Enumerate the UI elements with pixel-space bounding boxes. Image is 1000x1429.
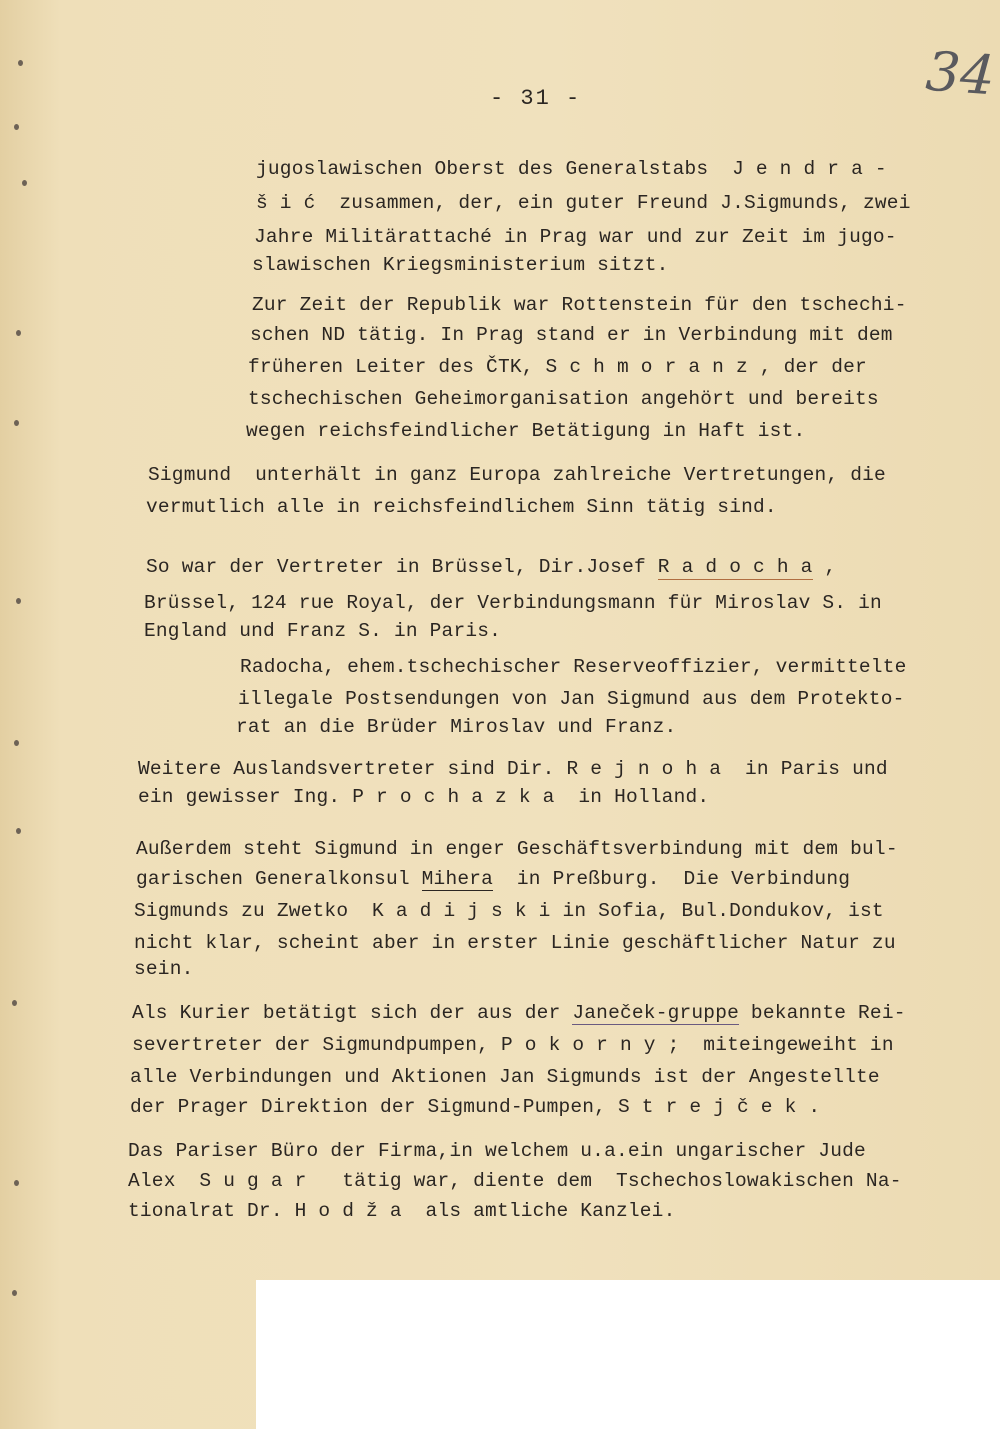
- text-line: Das Pariser Büro der Firma,in welchem u.a.ein ungarischer Jude: [128, 1140, 866, 1162]
- text-line: Radocha, ehem.tschechischer Reserveoffizier, vermittelte: [240, 656, 907, 678]
- text-line: alle Verbindungen und Aktionen Jan Sigmunds ist der Angestellte: [130, 1066, 880, 1088]
- text-line: vermutlich alle in reichsfeindlichem Sinn tätig sind.: [146, 496, 777, 518]
- text-line: Zur Zeit der Republik war Rottenstein für den tschechi-: [252, 294, 907, 316]
- underlined-name: Mihera: [421, 868, 494, 890]
- archive-folio-number: 34: [923, 39, 997, 108]
- text-segment: garischen Generalkonsul: [136, 868, 422, 890]
- text-line: Jahre Militärattaché in Prag war und zur Zeit im jugo-: [254, 226, 897, 248]
- text-line: sein.: [134, 958, 194, 980]
- text-segment: ,: [812, 556, 837, 578]
- underlined-name: R a d o c h a: [657, 556, 813, 578]
- text-line: der Prager Direktion der Sigmund-Pumpen, S t r e j č e k .: [130, 1096, 821, 1118]
- text-line: tschechischen Geheimorganisation angehört und bereits: [248, 388, 879, 410]
- punch-hole-mark: [16, 828, 21, 834]
- punch-hole-mark: [14, 740, 19, 746]
- punch-hole-mark: [22, 180, 27, 186]
- text-line: schen ND tätig. In Prag stand er in Verbindung mit dem: [250, 324, 893, 346]
- text-line: illegale Postsendungen von Jan Sigmund aus dem Protekto-: [238, 688, 905, 710]
- punch-hole-mark: [12, 1000, 17, 1006]
- text-segment: bekannte Rei-: [739, 1002, 906, 1024]
- punch-hole-mark: [16, 598, 21, 604]
- text-line: jugoslawischen Oberst des Generalstabs J e n d r a -: [256, 158, 887, 180]
- text-line: nicht klar, scheint aber in erster Linie geschäftlicher Natur zu: [134, 932, 896, 954]
- text-line: Alex S u g a r tätig war, diente dem Tschechoslowakischen Na-: [128, 1170, 902, 1192]
- text-line: [132, 1004, 906, 1024]
- text-line: [136, 870, 850, 890]
- punch-hole-mark: [14, 420, 19, 426]
- punch-hole-mark: [14, 124, 19, 130]
- text-line: tionalrat Dr. H o d ž a als amtliche Kanzlei.: [128, 1200, 676, 1222]
- text-line: wegen reichsfeindlicher Betätigung in Haft ist.: [246, 420, 806, 442]
- text-line: Sigmunds zu Zwetko K a d i j s k i in Sofia, Bul.Dondukov, ist: [134, 900, 884, 922]
- text-line: severtreter der Sigmundpumpen, P o k o r n y ; miteingeweiht in: [132, 1034, 894, 1056]
- text-line: Sigmund unterhält in ganz Europa zahlreiche Vertretungen, die: [148, 464, 886, 486]
- page-number: - 31 -: [490, 86, 582, 111]
- text-line: früheren Leiter des ČTK, S c h m o r a n z , der der: [248, 356, 867, 378]
- punch-hole-mark: [18, 60, 23, 66]
- text-line: rat an die Brüder Miroslav und Franz.: [236, 716, 677, 738]
- punch-hole-mark: [14, 1180, 19, 1186]
- text-segment: Als Kurier betätigt sich der aus der: [132, 1002, 573, 1024]
- blank-white-area: [256, 1280, 1000, 1429]
- underlined-name: Janeček-gruppe: [572, 1002, 740, 1024]
- punch-hole-mark: [16, 330, 21, 336]
- text-line: Außerdem steht Sigmund in enger Geschäftsverbindung mit dem bul-: [136, 838, 898, 860]
- text-line: [146, 558, 836, 578]
- text-line: Brüssel, 124 rue Royal, der Verbindungsmann für Miroslav S. in: [144, 592, 882, 614]
- text-line: š i ć zusammen, der, ein guter Freund J.Sigmunds, zwei: [256, 192, 911, 214]
- text-line: slawischen Kriegsministerium sitzt.: [252, 254, 669, 276]
- text-line: England und Franz S. in Paris.: [144, 620, 502, 642]
- text-line: ein gewisser Ing. P r o c h a z k a in Holland.: [138, 786, 710, 808]
- text-segment: So war der Vertreter in Brüssel, Dir.Josef: [146, 556, 658, 578]
- text-segment: in Preßburg. Die Verbindung: [493, 868, 851, 890]
- punch-hole-mark: [12, 1290, 17, 1296]
- text-line: Weitere Auslandsvertreter sind Dir. R e j n o h a in Paris und: [138, 758, 888, 780]
